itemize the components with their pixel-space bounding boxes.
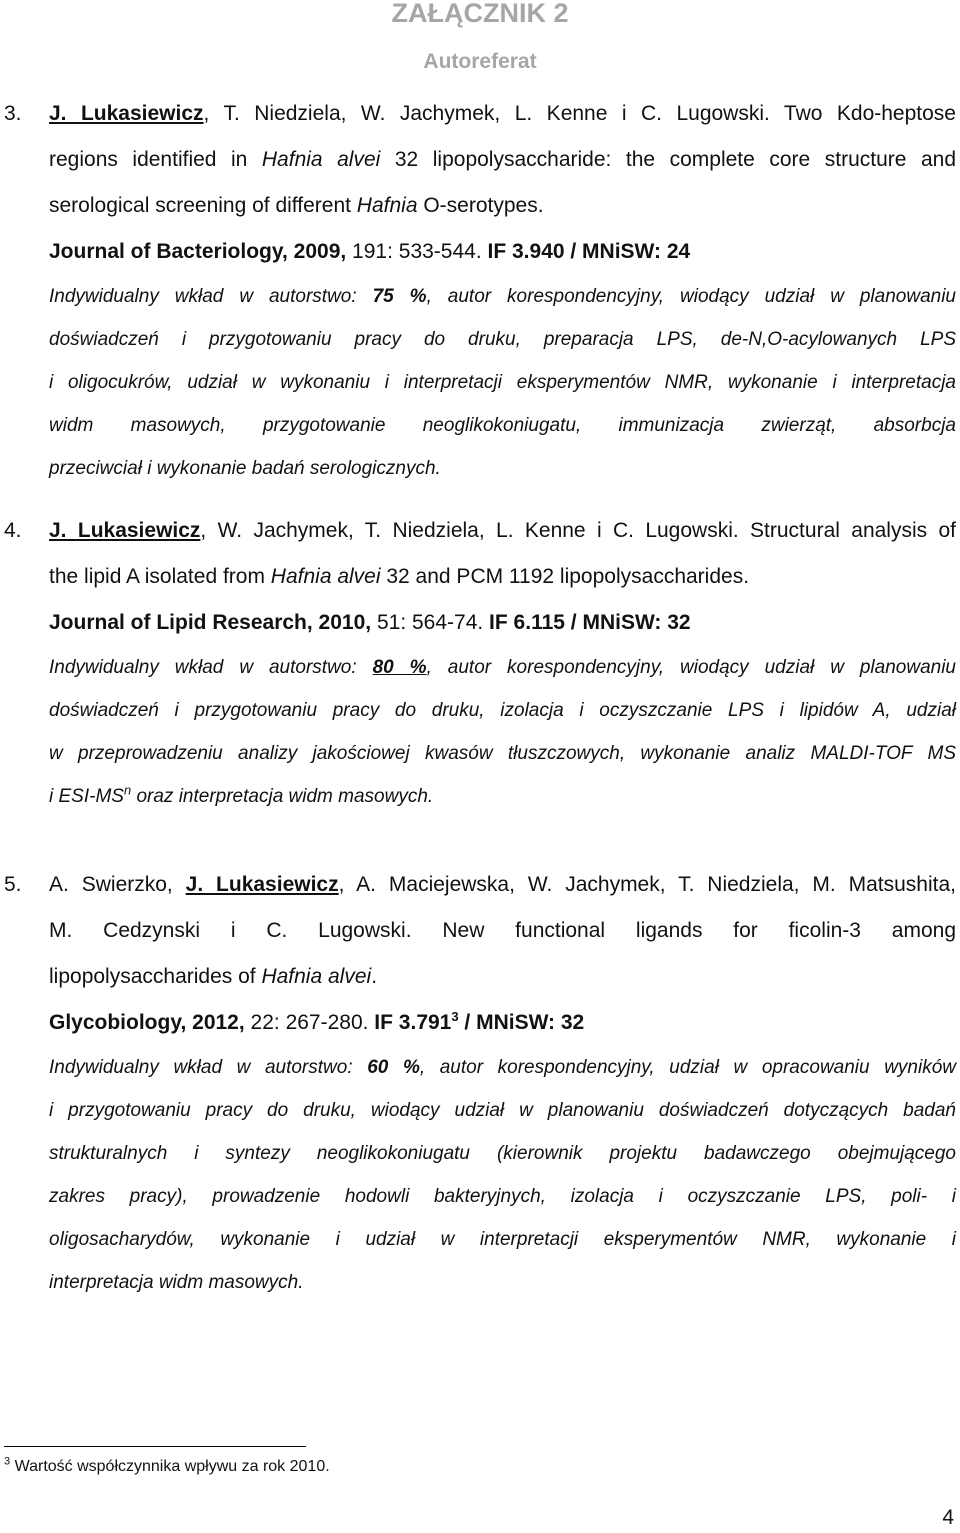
contribution-text: , autor korespondencyjny, wiodący udział w planowaniu bbox=[426, 286, 957, 307]
journal-name: Journal of Lipid Research bbox=[49, 611, 307, 634]
entry-number: 3. bbox=[4, 102, 22, 125]
contribution-line: interpretacja widm masowych. bbox=[49, 1272, 304, 1293]
contribution-text: oraz interpretacja widm masowych. bbox=[131, 786, 434, 807]
entry-authors bbox=[49, 862, 956, 908]
entry-authors bbox=[49, 508, 956, 554]
title-text: 32 lipopolysaccharide: the complete core structure and bbox=[380, 148, 956, 171]
species-name: Hafnia alvei bbox=[261, 148, 381, 171]
lead-author: J. Lukasiewicz bbox=[49, 102, 204, 125]
lead-author: J. Lukasiewicz bbox=[185, 873, 339, 896]
contribution-label: Indywidualny wkład w autorstwo: bbox=[49, 657, 357, 678]
footnote-ref[interactable]: 3 bbox=[451, 1009, 459, 1024]
impact-factor: IF 3.940 / MNiSW: 24 bbox=[481, 240, 691, 263]
footnote-marker: 3 bbox=[4, 1455, 11, 1468]
contribution-line bbox=[49, 275, 956, 318]
species-name: Hafnia alvei bbox=[261, 965, 372, 988]
title-text: serological screening of different bbox=[49, 194, 357, 217]
journal-year: , 2012, bbox=[180, 1011, 245, 1034]
contribution-label: Indywidualny wkład w autorstwo: bbox=[49, 286, 357, 307]
journal-line bbox=[49, 229, 956, 275]
species-name: Hafnia bbox=[356, 194, 418, 217]
contribution-line bbox=[49, 646, 956, 689]
entry-body bbox=[49, 508, 956, 818]
journal-line bbox=[49, 1000, 956, 1046]
title-text: . bbox=[371, 965, 378, 988]
impact-factor: IF 3.791 bbox=[368, 1011, 452, 1034]
contribution-line: przeciwciał i wykonanie badań serologicznych. bbox=[49, 458, 441, 479]
journal-year: , 2010, bbox=[306, 611, 372, 634]
contribution-line: zakres pracy), prowadzenie hodowli bakteryjnych, izolacja i oczyszczanie LPS, poli- i bbox=[49, 1186, 956, 1207]
journal-pages: 22: 267-280. bbox=[244, 1011, 369, 1034]
entry-authors bbox=[49, 91, 956, 137]
contribution-percent: 80 % bbox=[372, 657, 427, 678]
footnote bbox=[4, 1455, 330, 1476]
journal-line bbox=[49, 600, 956, 646]
co-authors: , T. Niedziela, W. Jachymek, L. Kenne i C. Lugowski. Two Kdo-heptose bbox=[203, 102, 956, 125]
title-text: 32 and PCM 1192 lipopolysaccharides. bbox=[380, 565, 750, 588]
journal-pages: 191: 533-544. bbox=[346, 240, 482, 263]
title-text: regions identified in bbox=[49, 148, 262, 171]
page-number: 4 bbox=[942, 1506, 954, 1529]
contribution-line: doświadczeń i przygotowaniu pracy do druku, izolacja i oczyszczanie LPS i lipidów A, udział bbox=[49, 700, 956, 721]
entry-title-line bbox=[49, 554, 956, 600]
entry-body bbox=[49, 862, 956, 1304]
species-name: Hafnia alvei bbox=[270, 565, 381, 588]
footnote-divider bbox=[4, 1446, 306, 1447]
co-authors: , W. Jachymek, T. Niedziela, L. Kenne i C. Lugowski. Structural analysis of bbox=[200, 519, 956, 542]
journal-pages: 51: 564-74. bbox=[371, 611, 484, 634]
contribution-text: , autor korespondencyjny, udział w opracowaniu wyników bbox=[419, 1057, 956, 1078]
contribution-percent: 75 % bbox=[372, 286, 427, 307]
footnote-text: Wartość współczynnika wpływu za rok 2010. bbox=[14, 1458, 330, 1475]
contribution-line: strukturalnych i syntezy neoglikokoniugatu (kierownik projektu badawczego obejmującego bbox=[49, 1143, 956, 1164]
contribution-line: widm masowych, przygotowanie neoglikokoniugatu, immunizacja zwierząt, absorbcja bbox=[49, 415, 956, 436]
contribution-text: i ESI-MS bbox=[49, 786, 124, 807]
journal-name: Journal of Bacteriology bbox=[49, 240, 282, 263]
contribution-percent: 60 % bbox=[367, 1057, 420, 1078]
entry-title-line bbox=[49, 137, 956, 183]
title-text: the lipid A isolated from bbox=[49, 565, 271, 588]
contribution-text: , autor korespondencyjny, wiodący udział w planowaniu bbox=[426, 657, 957, 678]
entry-title-line bbox=[49, 183, 956, 229]
entry-title-line bbox=[49, 954, 956, 1000]
contribution-label: Indywidualny wkład w autorstwo: bbox=[49, 1057, 353, 1078]
document-title: ZAŁĄCZNIK 2 bbox=[391, 0, 569, 28]
journal-name: Glycobiology bbox=[49, 1011, 181, 1034]
superscript: n bbox=[123, 782, 132, 798]
entry-body bbox=[49, 91, 956, 490]
contribution-line: oligosacharydów, wykonanie i udział w interpretacji eksperymentów NMR, wykonanie i bbox=[49, 1229, 956, 1250]
title-text: O-serotypes. bbox=[417, 194, 544, 217]
entry-number: 4. bbox=[4, 519, 22, 542]
co-authors: , A. Maciejewska, W. Jachymek, T. Niedziela, M. Matsushita, bbox=[338, 873, 956, 896]
contribution-line: i oligocukrów, udział w wykonaniu i interpretacji eksperymentów NMR, wykonanie i interpretacja bbox=[49, 372, 956, 393]
entry-title-line: M. Cedzynski i C. Lugowski. New functional ligands for ficolin-3 among bbox=[49, 919, 956, 942]
contribution-line: w przeprowadzeniu analizy jakościowej kwasów tłuszczowych, wykonanie analiz MALDI-TOF MS bbox=[49, 743, 956, 764]
contribution-line bbox=[49, 775, 956, 818]
co-authors: A. Swierzko, bbox=[49, 873, 186, 896]
title-text: lipopolysaccharides of bbox=[49, 965, 262, 988]
journal-year: , 2009, bbox=[281, 240, 347, 263]
lead-author: J. Lukasiewicz bbox=[49, 519, 201, 542]
entry-number: 5. bbox=[4, 873, 22, 896]
mnisw-score: / MNiSW: 32 bbox=[458, 1011, 585, 1034]
contribution-line bbox=[49, 1046, 956, 1089]
contribution-line: i przygotowaniu pracy do druku, wiodący udział w planowaniu doświadczeń dotyczących badań bbox=[49, 1100, 956, 1121]
impact-factor: IF 6.115 / MNiSW: 32 bbox=[483, 611, 691, 634]
document-subtitle: Autoreferat bbox=[423, 50, 537, 73]
contribution-line: doświadczeń i przygotowaniu pracy do druku, preparacja LPS, de-N,O-acylowanych LPS bbox=[49, 329, 956, 350]
